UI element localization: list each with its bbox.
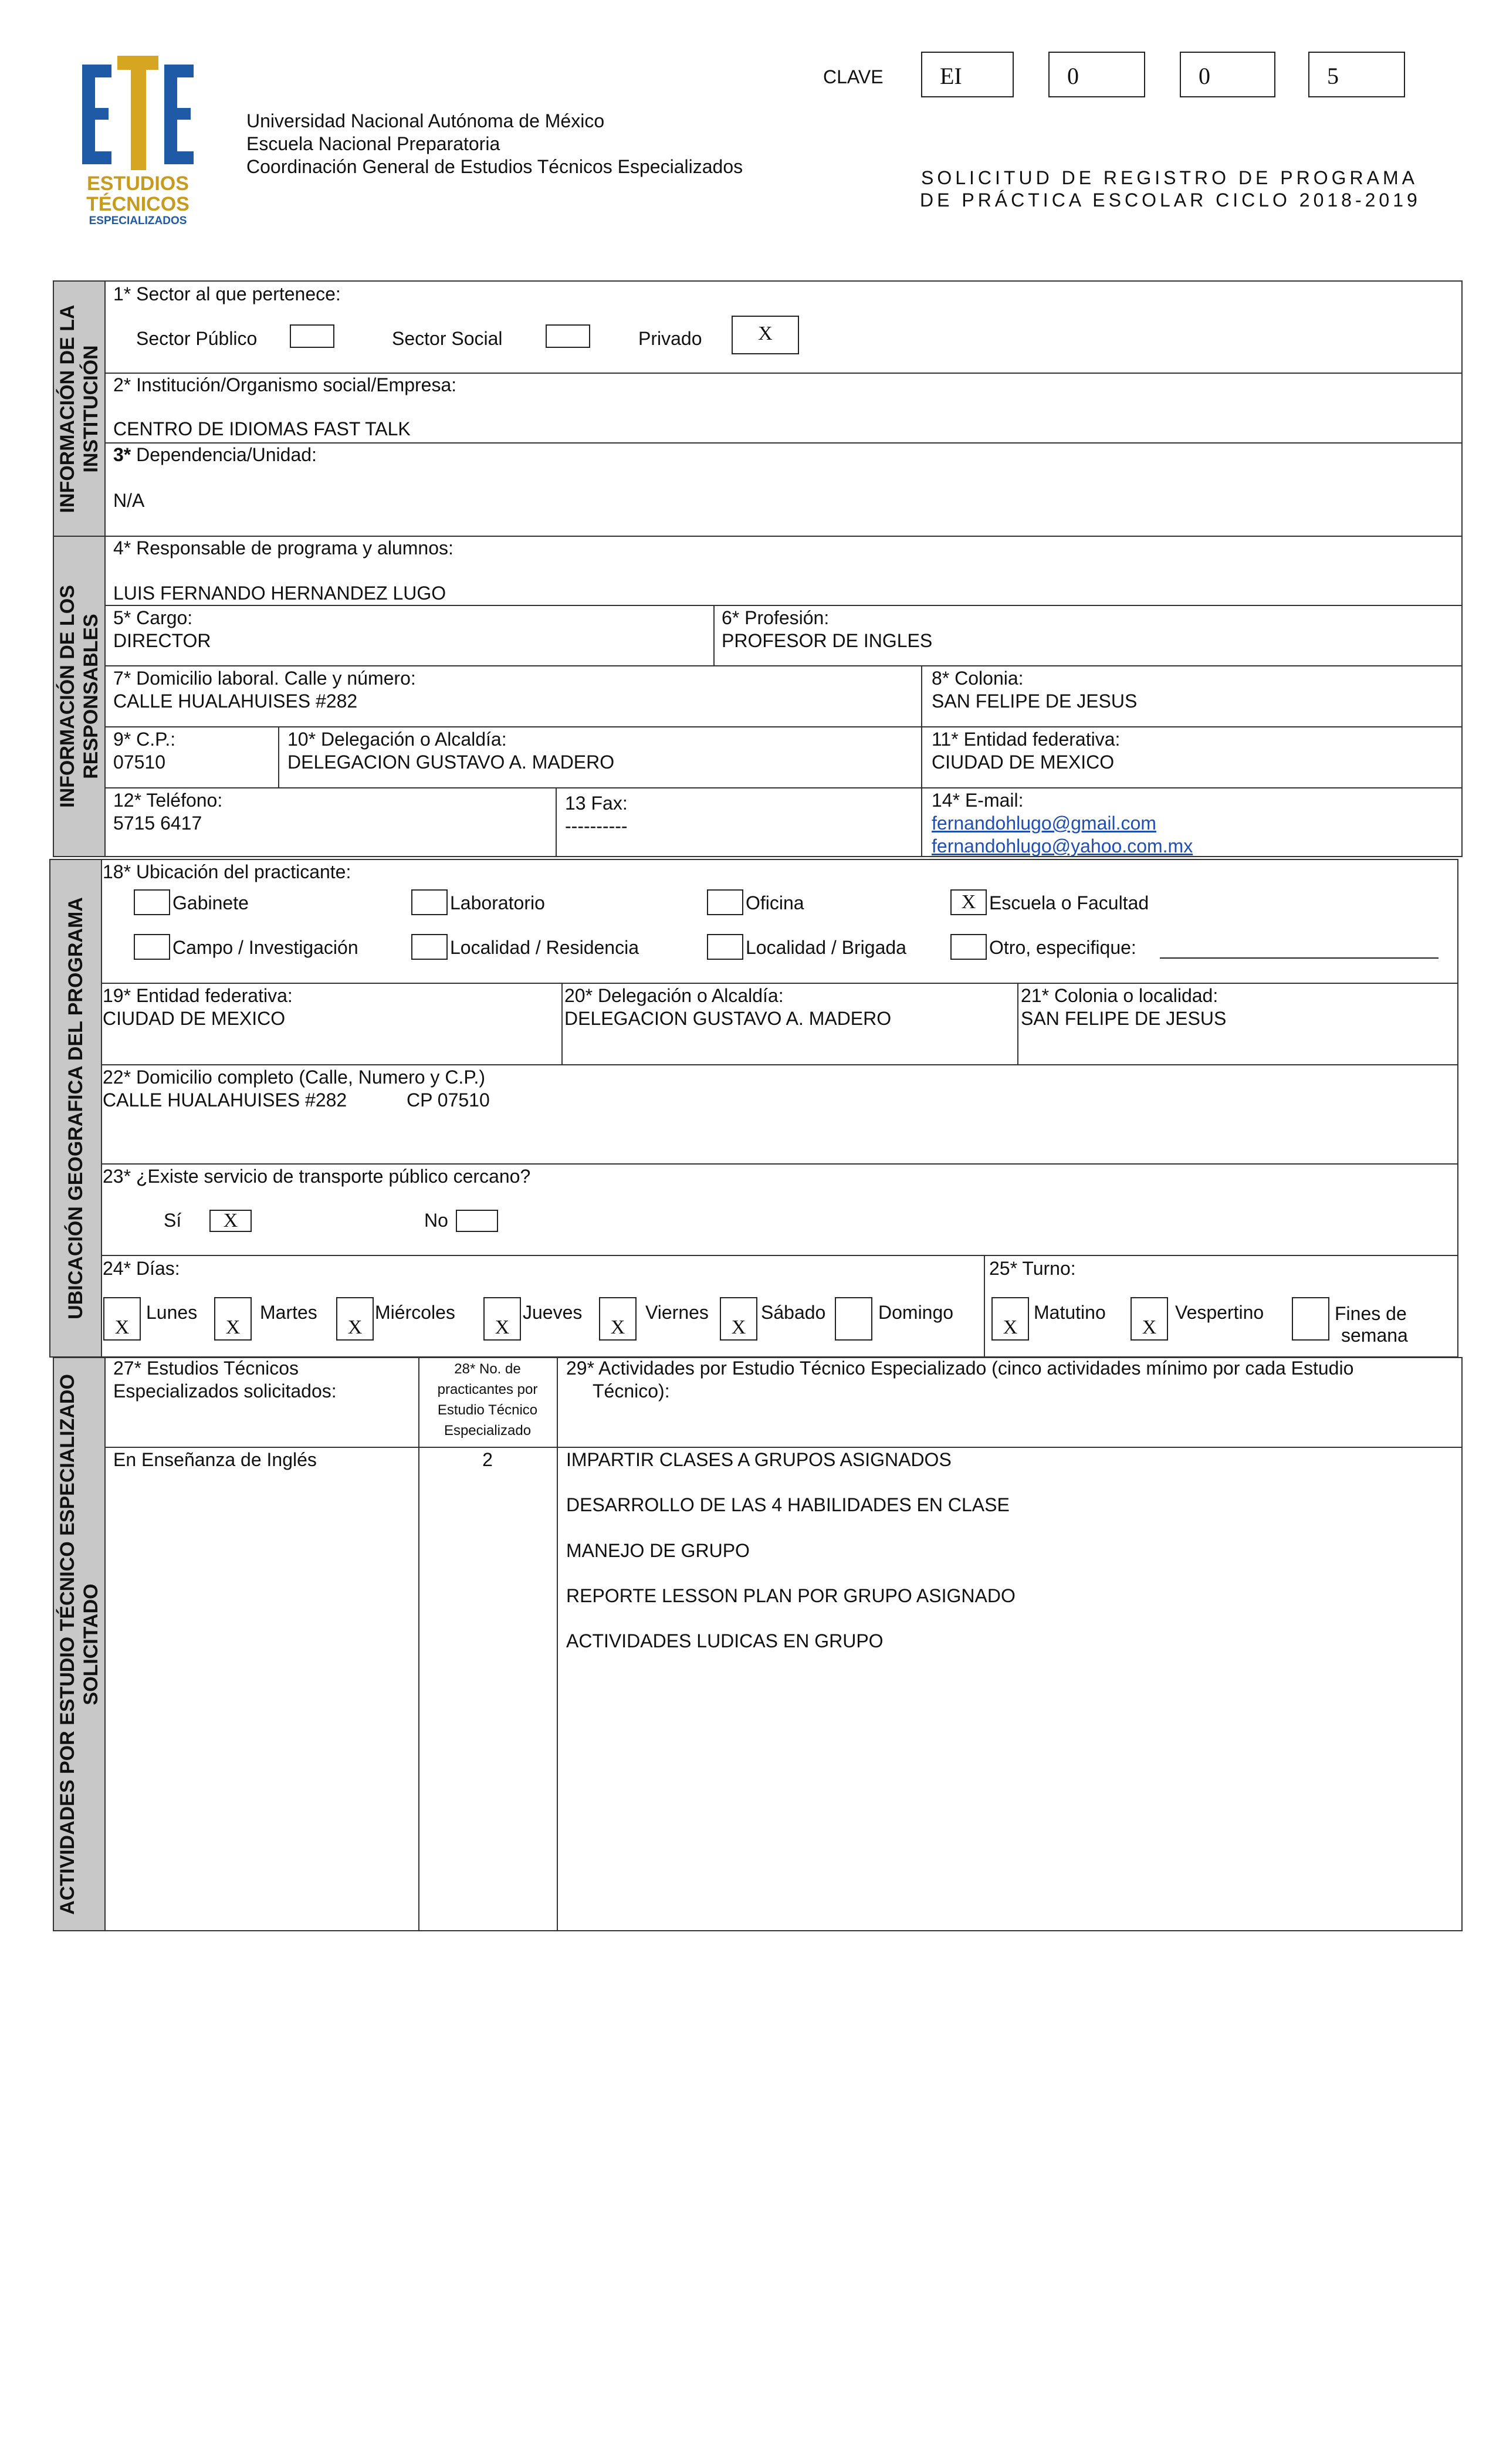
brigada-label: Localidad / Brigada [746,937,906,958]
martes-mark: X [225,1316,241,1338]
q23-si-mark: X [223,1210,238,1231]
q27-label-2: Especializados solicitados: [113,1380,337,1402]
martes-label: Martes [260,1302,317,1323]
viernes-checkbox[interactable] [599,1297,637,1341]
otro-label: Otro, especifique: [989,937,1136,958]
laboratorio-label: Laboratorio [450,892,545,913]
q2-value: CENTRO DE IDIOMAS FAST TALK [113,418,411,439]
q22-cp: CP 07510 [407,1089,490,1111]
privado-mark: X [758,323,773,344]
activity-2: DESARROLLO DE LAS 4 HABILIDADES EN CLASE [566,1494,1010,1515]
brigada-checkbox[interactable] [707,934,743,960]
section2-title-line-2: RESPONSABLES [80,614,102,779]
q4-value: LUIS FERNANDO HERNANDEZ LUGO [113,583,446,604]
sabado-checkbox[interactable] [720,1297,757,1341]
q20-label: 20* Delegación o Alcaldía: [564,985,784,1006]
q27-label-1: 27* Estudios Técnicos [113,1358,299,1379]
q23-label: 23* ¿Existe servicio de transporte público cercano? [103,1166,531,1187]
section3-title [64,897,87,1319]
q24-label: 24* Días: [103,1258,180,1279]
domingo-label: Domingo [878,1302,954,1323]
q3-label-text: Dependencia/Unidad: [131,444,317,465]
oficina-checkbox[interactable] [707,889,743,915]
q6-value: PROFESOR DE INGLES [722,630,933,651]
q12-value: 5715 6417 [113,813,202,834]
privado-checkbox[interactable] [732,316,799,354]
fines-label-2: semana [1341,1325,1408,1346]
miercoles-mark: X [347,1316,363,1338]
q11-label: 11* Entidad federativa: [932,729,1121,750]
lunes-label: Lunes [146,1302,198,1323]
clave-value-3: 0 [1199,63,1210,89]
sabado-mark: X [731,1316,746,1338]
q14-label: 14* E-mail: [932,790,1024,811]
lunes-checkbox[interactable] [103,1297,141,1341]
logo-text-tecnicos: TÉCNICOS [86,193,189,215]
q10-value: DELEGACION GUSTAVO A. MADERO [287,752,615,773]
q28-label-line-2: practicantes por [437,1382,538,1397]
q19-label: 19* Entidad federativa: [103,985,293,1006]
q29-label-1: 29* Actividades por Estudio Técnico Especializado (cinco actividades mínimo por cada Estudio [566,1358,1354,1379]
q8-label: 8* Colonia: [932,668,1024,689]
sector-publico-checkbox[interactable] [290,324,334,348]
viernes-mark: X [610,1316,625,1338]
logo-text-especializados: ESPECIALIZADOS [89,215,187,227]
q4-label: 4* Responsable de programa y alumnos: [113,537,453,559]
ete-logo [76,53,199,229]
activity-3: MANEJO DE GRUPO [566,1540,750,1561]
q23-si-checkbox[interactable] [209,1210,252,1232]
q5-value: DIRECTOR [113,630,211,651]
clave-value-2: 0 [1067,63,1079,89]
lunes-mark: X [114,1316,130,1338]
q21-value: SAN FELIPE DE JESUS [1021,1008,1227,1029]
jueves-checkbox[interactable] [483,1297,521,1341]
q18-label: 18* Ubicación del practicante: [103,861,351,882]
fines-checkbox[interactable] [1292,1297,1329,1341]
clave-label: CLAVE [823,66,884,87]
q28-label-line-1: 28* No. de [454,1361,521,1377]
escuela-label: Escuela o Facultad [989,892,1149,913]
privado-label: Privado [638,328,702,349]
gabinete-label: Gabinete [172,892,249,913]
oficina-label: Oficina [746,892,804,913]
q22-value: CALLE HUALAHUISES #282 [103,1089,347,1111]
residencia-checkbox[interactable] [411,934,448,960]
section1-title [56,304,103,513]
clave-value-1: EI [940,63,962,89]
q28-label-line-3: Estudio Técnico [437,1402,538,1418]
q20-value: DELEGACION GUSTAVO A. MADERO [564,1008,892,1029]
q21-label: 21* Colonia o localidad: [1021,985,1219,1006]
campo-label: Campo / Investigación [172,937,358,958]
ete-logo-icon [76,53,199,176]
section4-title [56,1374,103,1915]
activity-4: REPORTE LESSON PLAN POR GRUPO ASIGNADO [566,1585,1016,1606]
clave-value-4: 5 [1327,63,1339,89]
q9-label: 9* C.P.: [113,729,176,750]
activity-1: IMPARTIR CLASES A GRUPOS ASIGNADOS [566,1449,952,1470]
section1-title-line-1: INFORMACIÓN DE LA [56,304,79,513]
clave-box-2[interactable] [1048,52,1145,97]
clave-box-1[interactable] [921,52,1014,97]
otro-specify-line[interactable] [1160,957,1439,959]
institution-line-2: Escuela Nacional Preparatoria [246,133,500,154]
section4-title-line-2: SOLICITADO [80,1583,102,1705]
q11-value: CIUDAD DE MEXICO [932,752,1115,773]
matutino-mark: X [1003,1316,1018,1338]
jueves-label: Jueves [523,1302,583,1323]
martes-checkbox[interactable] [214,1297,252,1341]
gabinete-checkbox[interactable] [134,889,170,915]
sector-social-checkbox[interactable] [546,324,590,348]
otro-checkbox[interactable] [950,934,987,960]
institution-line-3: Coordinación General de Estudios Técnicos Especializados [246,156,743,177]
section1-title-line-2: INSTITUCIÓN [80,345,102,473]
q23-no-checkbox[interactable] [456,1210,498,1232]
section4-title-line-1: ACTIVIDADES POR ESTUDIO TÉCNICO ESPECIALIZADO [56,1374,79,1915]
institution-line-1: Universidad Nacional Autónoma de México [246,110,605,131]
q2-label: 2* Institución/Organismo social/Empresa: [113,374,457,395]
q7-label: 7* Domicilio laboral. Calle y número: [113,668,416,689]
sabado-label: Sábado [761,1302,826,1323]
q10-label: 10* Delegación o Alcaldía: [287,729,507,750]
q22-label: 22* Domicilio completo (Calle, Numero y C.P.) [103,1067,486,1088]
study-name: En Enseñanza de Inglés [113,1449,317,1470]
clave-box-4[interactable] [1308,52,1405,97]
vespertino-label: Vespertino [1175,1302,1264,1323]
residencia-label: Localidad / Residencia [450,937,639,958]
q23-si-label: Sí [164,1210,182,1231]
q1-label: 1* Sector al que pertenece: [113,283,341,304]
vespertino-checkbox[interactable] [1131,1297,1168,1341]
doc-title-line-1: SOLICITUD DE REGISTRO DE PROGRAMA [921,167,1418,188]
escuela-mark: X [961,891,976,913]
q3-value: N/A [113,490,145,511]
matutino-checkbox[interactable] [991,1297,1029,1341]
q8-value: SAN FELIPE DE JESUS [932,691,1138,712]
campo-checkbox[interactable] [134,934,170,960]
sector-publico-label: Sector Público [136,328,258,349]
domingo-checkbox[interactable] [835,1297,872,1341]
vespertino-mark: X [1142,1316,1157,1338]
q13-label: 13 Fax: [565,793,628,814]
viernes-label: Viernes [645,1302,709,1323]
email-link-gmail[interactable]: fernandohlugo@gmail.com [932,813,1156,834]
study-count: 2 [482,1449,493,1470]
miercoles-checkbox[interactable] [336,1297,374,1341]
q25-label: 25* Turno: [989,1258,1076,1279]
miercoles-label: Miércoles [375,1302,455,1323]
section2-title-line-1: INFORMACIÓN DE LOS [56,585,79,808]
laboratorio-checkbox[interactable] [411,889,448,915]
section2-title [56,585,103,808]
logo-text-estudios: ESTUDIOS [87,172,189,195]
q23-no-label: No [424,1210,448,1231]
q9-value: 07510 [113,752,165,773]
jueves-mark: X [495,1316,510,1338]
doc-title-line-2: DE PRÁCTICA ESCOLAR CICLO 2018-2019 [920,189,1421,211]
q19-value: CIUDAD DE MEXICO [103,1008,286,1029]
q6-label: 6* Profesión: [722,607,830,628]
activity-5: ACTIVIDADES LUDICAS EN GRUPO [566,1630,884,1651]
q28-label-line-4: Especializado [444,1423,532,1439]
q13-value: ---------- [565,815,628,837]
fines-label-1: Fines de [1335,1303,1407,1324]
escuela-checkbox[interactable] [950,889,987,915]
q3-label [113,444,317,466]
email-link-yahoo[interactable]: fernandohlugo@yahoo.com.mx [932,835,1193,857]
matutino-label: Matutino [1034,1302,1106,1323]
q29-label-2: Técnico): [593,1380,670,1402]
q12-label: 12* Teléfono: [113,790,223,811]
sector-social-label: Sector Social [392,328,503,349]
clave-box-3[interactable] [1180,52,1275,97]
q7-value: CALLE HUALAHUISES #282 [113,691,358,712]
q28-label [419,1359,556,1441]
q5-label: 5* Cargo: [113,607,193,628]
q3-number: 3* [113,444,131,465]
section3-title-line: UBICACIÓN GEOGRAFICA DEL PROGRAMA [65,897,87,1319]
